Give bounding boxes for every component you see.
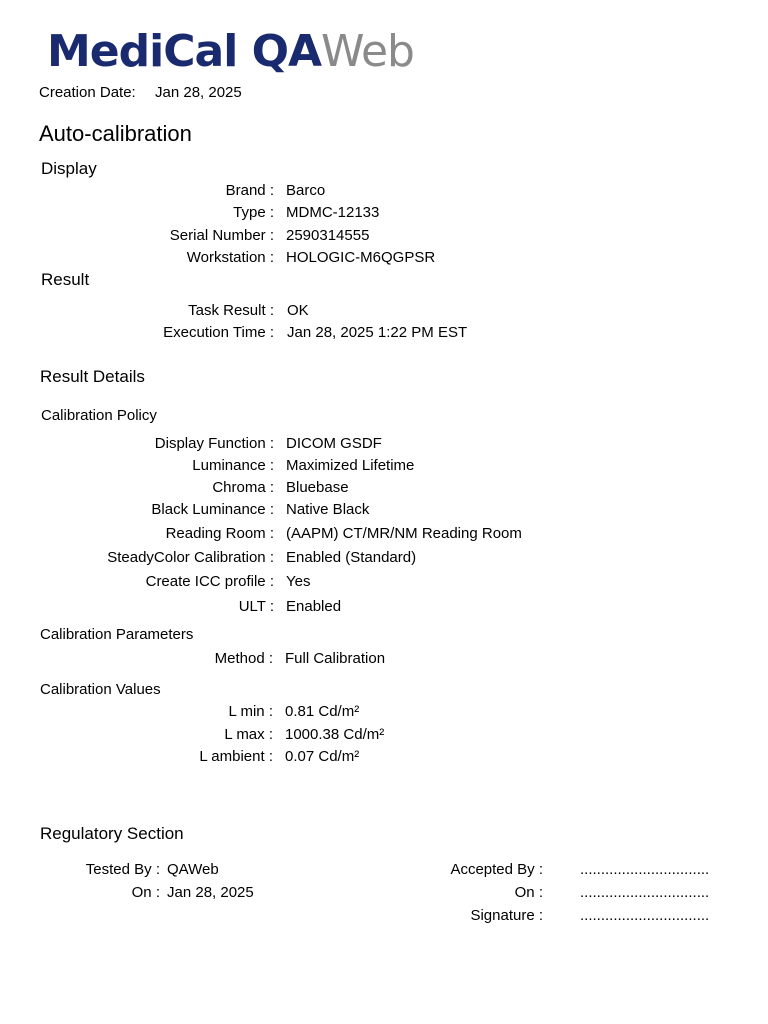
tested-by-value: QAWeb bbox=[167, 861, 219, 878]
tested-on-value: Jan 28, 2025 bbox=[167, 884, 254, 901]
calibration-parameters-heading: Calibration Parameters bbox=[40, 626, 194, 643]
black-luminance-value: Native Black bbox=[286, 501, 370, 518]
lmax-label: L max : bbox=[224, 726, 273, 743]
signature-value: ............................... bbox=[580, 907, 710, 924]
chroma-label: Chroma : bbox=[212, 479, 274, 496]
accepted-by-value: ............................... bbox=[580, 861, 710, 878]
method-label: Method : bbox=[214, 650, 273, 667]
execution-time-value: Jan 28, 2025 1:22 PM EST bbox=[287, 324, 468, 341]
workstation-value: HOLOGIC-M6QGPSR bbox=[286, 249, 436, 266]
tested-by-label: Tested By : bbox=[85, 861, 160, 878]
page-title: Auto-calibration bbox=[39, 121, 192, 146]
lmin-label: L min : bbox=[228, 703, 273, 720]
accepted-on-label: On : bbox=[514, 884, 543, 901]
black-luminance-label: Black Luminance : bbox=[151, 501, 274, 518]
steadycolor-value: Enabled (Standard) bbox=[286, 549, 417, 566]
brand-value: Barco bbox=[286, 182, 326, 199]
task-result-label: Task Result : bbox=[188, 302, 274, 319]
display-function-label: Display Function : bbox=[154, 435, 274, 452]
reading-room-value: (AAPM) CT/MR/NM Reading Room bbox=[286, 525, 522, 542]
type-value: MDMC-12133 bbox=[286, 204, 380, 221]
result-details-heading: Result Details bbox=[40, 367, 145, 386]
chroma-value: Bluebase bbox=[286, 479, 349, 496]
type-label: Type : bbox=[233, 204, 274, 221]
creation-date-label: Creation Date: bbox=[39, 84, 136, 101]
display-heading: Display bbox=[41, 159, 97, 178]
method-value: Full Calibration bbox=[285, 650, 386, 667]
ult-value: Enabled bbox=[286, 598, 342, 615]
result-heading: Result bbox=[41, 270, 90, 289]
workstation-label: Workstation : bbox=[186, 249, 274, 266]
lambient-label: L ambient : bbox=[199, 748, 273, 765]
logo-text-part2: Web bbox=[321, 26, 414, 77]
display-function-value: DICOM GSDF bbox=[286, 435, 382, 452]
brand-label: Brand : bbox=[225, 182, 274, 199]
accepted-on-value: ............................... bbox=[580, 884, 710, 901]
tested-on-label: On : bbox=[131, 884, 160, 901]
create-icc-value: Yes bbox=[286, 573, 311, 590]
luminance-value: Maximized Lifetime bbox=[286, 457, 415, 474]
accepted-by-label: Accepted By : bbox=[450, 861, 543, 878]
serial-number-value: 2590314555 bbox=[286, 227, 370, 244]
create-icc-label: Create ICC profile : bbox=[145, 573, 274, 590]
medical-qaweb-logo bbox=[47, 26, 414, 78]
lmax-value: 1000.38 Cd/m² bbox=[285, 726, 385, 743]
execution-time-label: Execution Time : bbox=[163, 324, 274, 341]
signature-label: Signature : bbox=[470, 907, 543, 924]
regulatory-heading: Regulatory Section bbox=[40, 824, 184, 843]
logo-text-part1: MediCal QA bbox=[47, 26, 322, 77]
ult-label: ULT : bbox=[238, 598, 274, 615]
lmin-value: 0.81 Cd/m² bbox=[285, 703, 360, 720]
task-result-value: OK bbox=[287, 302, 309, 319]
calibration-values-heading: Calibration Values bbox=[40, 681, 161, 698]
reading-room-label: Reading Room : bbox=[165, 525, 274, 542]
steadycolor-label: SteadyColor Calibration : bbox=[107, 549, 274, 566]
luminance-label: Luminance : bbox=[192, 457, 274, 474]
creation-date-value: Jan 28, 2025 bbox=[155, 84, 242, 101]
serial-number-label: Serial Number : bbox=[169, 227, 274, 244]
lambient-value: 0.07 Cd/m² bbox=[285, 748, 360, 765]
calibration-policy-heading: Calibration Policy bbox=[41, 407, 157, 424]
